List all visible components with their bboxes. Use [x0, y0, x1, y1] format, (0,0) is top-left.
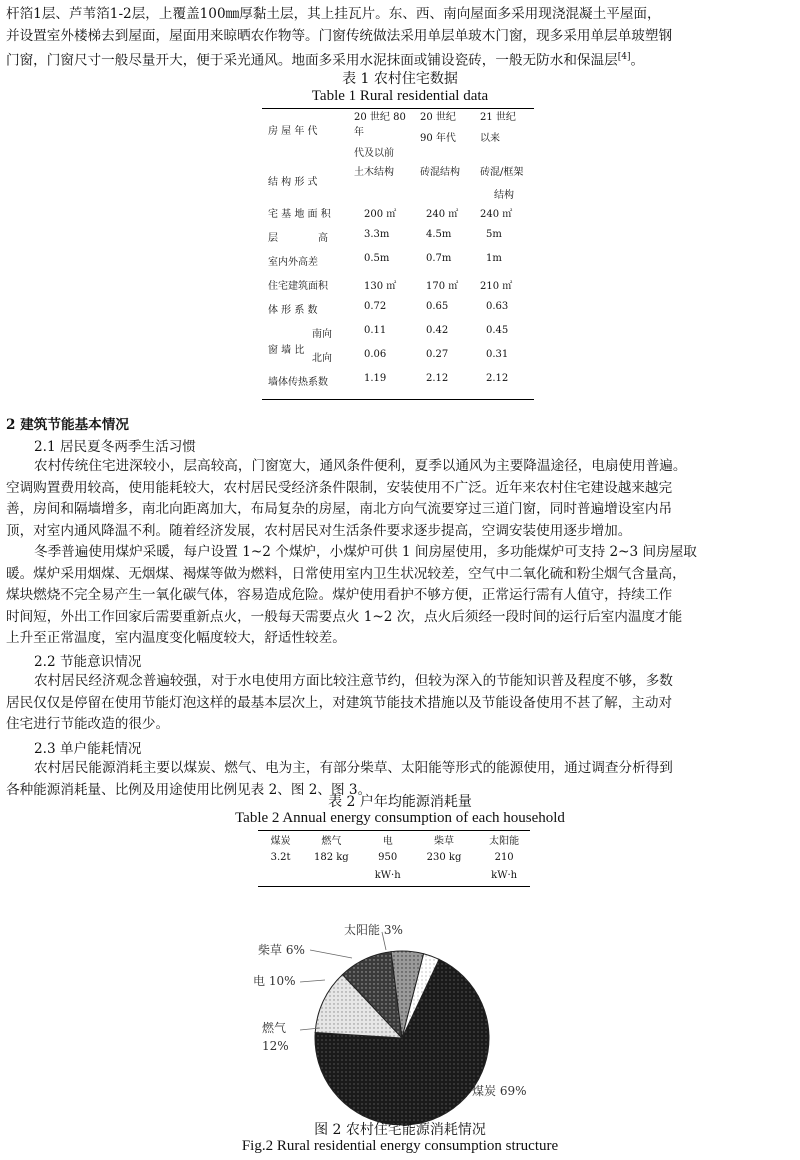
text-line: 空调购置费用较高，使用能耗较大，农村居民受经济条件限制，安装使用不广泛。近年来农村住宅建设越来越完 — [6, 479, 673, 496]
intro-line: 并设置室外楼梯去到屋面，屋面用来晾晒农作物等。门窗传统做法采用单层单玻木门窗，现多采用单层单玻塑钢 — [6, 27, 673, 44]
pie-label-燃气: 燃气 — [262, 1021, 287, 1035]
table-cell: 3.2t — [270, 851, 291, 863]
table-row — [268, 229, 530, 253]
text-line: 农村居民经济观念普遍较强，对于水电使用方面比较注意节约，但较为深入的节能知识普及程度不够，多数 — [34, 673, 673, 689]
text-line: 各种能源消耗量、比例及用途使用比例见表 2、图 2、图 3。 — [6, 781, 372, 798]
subsection-heading: 2.3 单户能耗情况 — [34, 741, 142, 757]
table-cell: 3.3m — [364, 229, 390, 240]
table-cell: 墙体传热系数 — [268, 377, 328, 388]
table-row — [268, 301, 530, 325]
table-cell: 结 构 形 式 — [268, 177, 318, 188]
table-row — [268, 106, 530, 159]
table-cell: 北向 — [312, 353, 332, 364]
citation-ref: [4] — [617, 52, 631, 62]
table-row — [268, 325, 530, 349]
table-cell: 240 ㎡ — [480, 209, 513, 220]
text-line: 上升至正常温度，室内温度变化幅度较大，舒适性较差。 — [6, 630, 346, 646]
table-cell: 200 ㎡ — [364, 209, 397, 220]
table2-bottom-rule — [258, 886, 530, 887]
text-line: 农村居民能源消耗主要以煤炭、燃气、电为主，有部分柴草、太阳能等形式的能源使用，通过调查分析得到 — [34, 760, 673, 776]
table-cell: 950 — [378, 851, 398, 863]
table-cell: 电 — [382, 835, 393, 847]
table-row — [262, 830, 532, 848]
table-cell: 燃气 — [321, 835, 342, 847]
pie-label-电: 电 10% — [253, 974, 296, 988]
section-heading: 2 建筑节能基本情况 — [6, 417, 129, 433]
table-cell: 0.65 — [426, 301, 449, 312]
table-cell: 182 kg — [313, 851, 349, 863]
paragraph — [6, 671, 794, 736]
table-row — [268, 373, 530, 397]
text-line: 居民仅仅是停留在使用节能灯泡这样的最基本层次上，对建筑节能技术措施以及节能设备使用不甚了解，主动对 — [6, 694, 673, 711]
text-line: 时间短，外出工作回家后需要重新点火，一般每天需要点火 1~2 次，点火后须经一段时间的运行后室内温度才能 — [6, 608, 683, 625]
table-cell: 室内外高差 — [268, 257, 318, 268]
text-line: 住宅进行节能改造的很少。 — [6, 716, 170, 732]
table-cell: kW·h — [491, 869, 518, 881]
table-cell: 240 ㎡ — [426, 209, 459, 220]
table-cell: 130 ㎡ — [364, 281, 397, 292]
table-cell: 0.45 — [486, 325, 509, 336]
table-cell: 5m — [486, 229, 502, 240]
table-row — [262, 866, 532, 884]
table-cell: 0.42 — [426, 325, 449, 336]
table-cell: 210 ㎡ — [480, 281, 513, 292]
table-cell: 2.12 — [486, 373, 509, 384]
table-cell: 房 屋 年 代 — [268, 126, 318, 137]
intro-paragraph — [6, 4, 794, 72]
pie-label-柴草: 柴草 6% — [258, 943, 305, 957]
text-line: 善，房间和隔墙增多，南北向距离加大，布局复杂的房屋，南北方向气流要穿过三道门窗，同时普遍增设室内吊 — [6, 501, 673, 517]
table-cell: kW·h — [374, 869, 401, 881]
table-cell: 20 世纪 80 年 代及以前 — [354, 112, 406, 159]
figure-caption-en: Fig.2 Rural residential energy consumption structure — [241, 1138, 559, 1154]
subsection-heading: 2.1 居民夏冬两季生活习惯 — [34, 439, 196, 455]
table-cell: 煤炭 — [270, 835, 291, 847]
pie-chart — [0, 910, 800, 1140]
table-cell: 1m — [486, 253, 502, 264]
figure-caption-cn: 图 2 农村住宅能源消耗情况 — [314, 1122, 486, 1138]
table-cell: 1.19 — [364, 373, 387, 384]
table2-caption-cn: 表 2 户年均能源消耗量 — [328, 794, 472, 810]
pie-leader-line — [310, 950, 352, 958]
subsection-heading: 2.2 节能意识情况 — [34, 654, 142, 670]
table-cell: 砖混结构 — [420, 167, 460, 178]
table-row — [268, 159, 530, 205]
table-cell — [299, 866, 363, 884]
table-cell — [262, 866, 299, 884]
table-cell: 土木结构 — [354, 167, 394, 178]
table-cell: 0.06 — [364, 349, 387, 360]
table2-caption-en: Table 2 Annual energy consumption of each household — [235, 810, 565, 826]
table-row — [268, 277, 530, 301]
table-row — [268, 205, 530, 229]
table-cell: 170 ㎡ — [426, 281, 459, 292]
table-cell: 0.63 — [486, 301, 509, 312]
table-cell: 柴草 — [434, 835, 455, 847]
pie-label-燃气: 12% — [262, 1039, 289, 1053]
intro-line: 杆箔1层、芦苇箔1-2层，上覆盖100㎜厚黏土层，其上挂瓦片。东、西、南向屋面多采用现浇混凝土平屋面， — [6, 6, 661, 22]
table-row — [268, 253, 530, 277]
table-row — [268, 349, 530, 373]
table-cell: 0.11 — [364, 325, 387, 336]
text-line: 农村传统住宅进深较小，层高较高，门窗宽大，通风条件便利，夏季以通风为主要降温途径，电扇使用普遍。 — [34, 458, 687, 474]
text-line: 暖。煤炉采用烟煤、无烟煤、褐煤等做为燃料，日常使用室内卫生状况较差，空气中二氧化硫和粉尘烟气含量高， — [6, 565, 686, 582]
text-line: 煤块燃烧不完全易产生一氧化碳气体，容易造成危险。煤炉使用看护不够方便，正常运行需有人值守，持续工作 — [6, 587, 673, 603]
table1-bottom-rule — [262, 399, 534, 400]
table-cell: 4.5m — [426, 229, 452, 240]
table-cell: 2.12 — [426, 373, 449, 384]
table-cell: 宅 基 地 面 积 — [268, 209, 331, 220]
table-cell: 0.27 — [426, 349, 449, 360]
table-cell: 太阳能 — [489, 835, 520, 847]
text-line: 冬季普遍使用煤炉采暖，每户设置 1~2 个煤炉，小煤炉可供 1 间房屋使用，多功能煤炉可支持 2~3 间房屋取 — [34, 544, 697, 560]
table-cell: 230 kg — [426, 851, 462, 863]
table2 — [262, 830, 532, 884]
table-cell: 21 世纪 以来 — [480, 112, 516, 144]
window-wall-ratio-label: 窗 墙 比 — [268, 345, 305, 356]
pie-label-太阳能: 太阳能 3% — [344, 923, 403, 937]
table-cell: 0.31 — [486, 349, 509, 360]
paragraph — [6, 542, 794, 650]
table-cell: 210 — [494, 851, 514, 863]
text-line: 顶，对室内通风降温不利。随着经济发展，农村居民对生活条件要求逐步提高，空调安装使用逐步增加。 — [6, 522, 632, 539]
table-cell: 0.72 — [364, 301, 387, 312]
table-cell: 20 世纪 90 年代 — [420, 112, 456, 144]
table1-caption-cn: 表 1 农村住宅数据 — [342, 71, 458, 87]
table1 — [268, 106, 530, 397]
table-cell: 体 形 系 数 — [268, 305, 318, 316]
table-cell: 0.7m — [426, 253, 452, 264]
table-row — [262, 848, 532, 866]
pie-label-煤炭: 煤炭 69% — [472, 1084, 527, 1098]
table-cell: 砖混/框架 结构 — [480, 167, 524, 201]
intro-line: 门窗，门窗尺寸一般尽量开大，便于采光通风。地面多采用水泥抹面或铺设瓷砖，一般无防水和保温层[4]。 — [6, 52, 645, 69]
table-cell: 层 高 — [268, 233, 328, 244]
table-cell: 南向 — [312, 329, 332, 340]
paragraph — [6, 456, 794, 542]
table-cell: 住宅建筑面积 — [268, 281, 328, 292]
pie-leader-line — [300, 980, 325, 982]
table-cell — [412, 866, 476, 884]
table-cell: 0.5m — [364, 253, 390, 264]
table1-caption-en: Table 1 Rural residential data — [311, 88, 489, 104]
